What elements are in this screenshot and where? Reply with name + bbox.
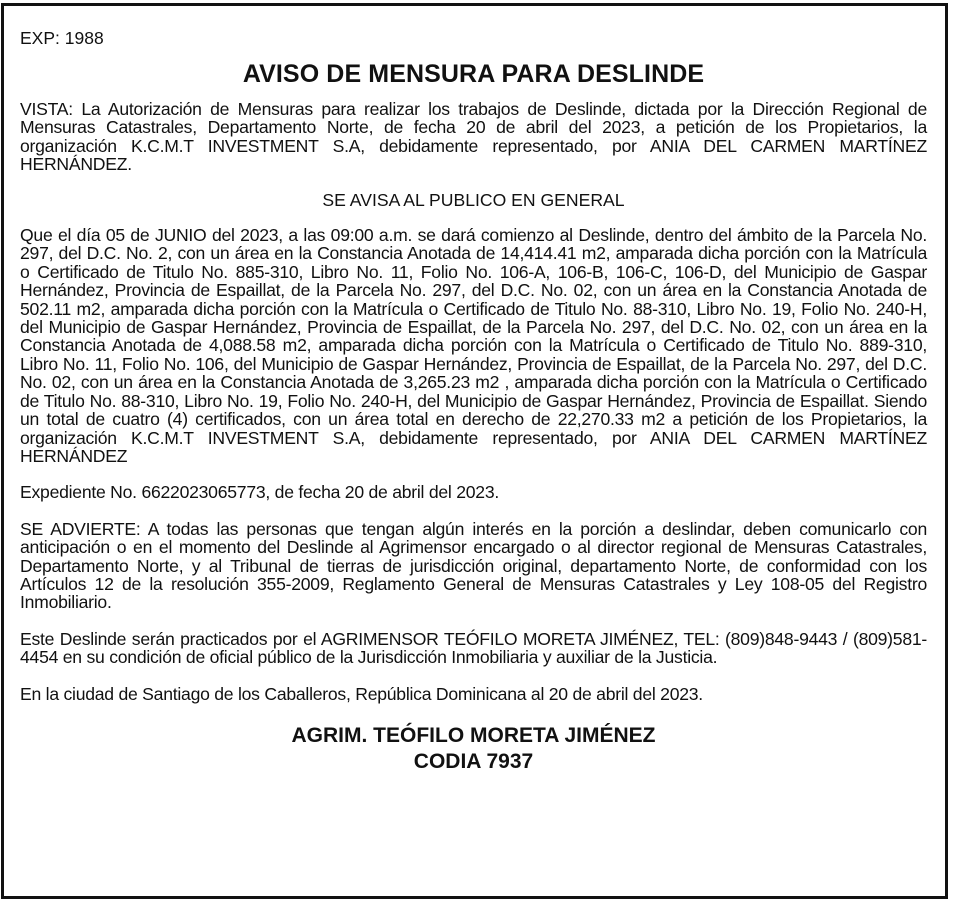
- advierte-paragraph: SE ADVIERTE: A todas las personas que tengan algún interés en la porción a deslindar, deben comunicarlo con anticipación o en el momento del Deslinde al Agrimensor encargado o al director regional de Mensuras Catastrales, Departamento Norte, y al Tribunal de tierras de jurisdicción original, departamento Norte, de conformidad con los Artículos 12 de la resolución 355-2009, Reglamento General de Mensuras Catastrales y Ley 108-05 del Registro Inmobiliario.: [20, 518, 927, 613]
- expediente-paragraph: Expediente No. 6622023065773, de fecha 20 de abril del 2023.: [20, 482, 499, 503]
- signature-name: AGRIM. TEÓFILO MORETA JIMÉNEZ: [291, 723, 656, 747]
- ciudad-paragraph: En la ciudad de Santiago de los Caballeros, República Dominicana al 20 de abril del 2023.: [20, 683, 703, 704]
- vista-paragraph: VISTA: La Autorización de Mensuras para realizar los trabajos de Deslinde, dictada por la Dirección Regional de Mensuras Catastrales, Departamento Norte, de fecha 20 de abril del 2023, a petición de los Propietarios, la organización K.C.M.T INVESTMENT S.A, debidamente representado, por ANIA DEL CARMEN MARTÍNEZ HERNÁNDEZ.: [20, 99, 927, 175]
- body-paragraph: Que el día 05 de JUNIO del 2023, a las 09:00 a.m. se dará comienzo al Deslinde, dentro del ámbito de la Parcela No. 297, del D.C. No. 2, con un área en la Constancia Anotada de 14,414.41 m2, amparada dicha porción con la Matrícula o Certificado de Titulo No. 885-310, Libro No. 11, Folio No. 106-A, 106-B, 106-C, 106-D, del Municipio de Gaspar Hernández, Provincia de Espaillat, de la Parcela No. 297, del D.C. No. 02, con un área en la Constancia Anotada de 502.11 m2, amparada dicha porción con la Matrícula o Certificado de Titulo No. 88-310, Libro No. 19, Folio No. 240-H, del Municipio de Gaspar Hernández, Provincia de Espaillat, de la Parcela No. 297, del D.C. No. 02, con un área en la Constancia Anotada de 4,088.58 m2, amparada dicha porción con la Matrícula o Certificado de Titulo No. 889-310, Libro No. 11, Folio No. 106, del Municipio de Gaspar Hernández, Provincia de Espaillat, de la Parcela No. 297, del D.C. No. 02, con un área en la Constancia Anotada de 3,265.23 m2 , amparada dicha porción con la Matrícula o Certificado de Titulo No. 88-310, Libro No. 19, Folio No. 240-H, del Municipio de Gaspar Hernández, Provincia de Espaillat. Siendo un total de cuatro (4) certificados, con un área total en derecho de 22,270.33 m2 a petición de los Propietarios, la organización K.C.M.T INVESTMENT S.A, debidamente representado, por ANIA DEL CARMEN MARTÍNEZ HERNÁNDEZ: [20, 225, 927, 466]
- signature-codia: CODIA 7937: [413, 749, 534, 773]
- page-title: AVISO DE MENSURA PARA DESLINDE: [242, 60, 705, 88]
- signature-block: [20, 723, 927, 775]
- notice-content: [20, 28, 927, 775]
- public-notice-heading: SE AVISA AL PUBLICO EN GENERAL: [322, 189, 625, 210]
- expedient-number: EXP: 1988: [20, 28, 104, 48]
- agrimensor-paragraph: Este Deslinde serán practicados por el AGRIMENSOR TEÓFILO MORETA JIMÉNEZ, TEL: (809)848-9443 / (809)581-4454 en su condición de oficial público de la Jurisdicción Inmobiliaria y auxiliar de la Justicia.: [20, 628, 927, 668]
